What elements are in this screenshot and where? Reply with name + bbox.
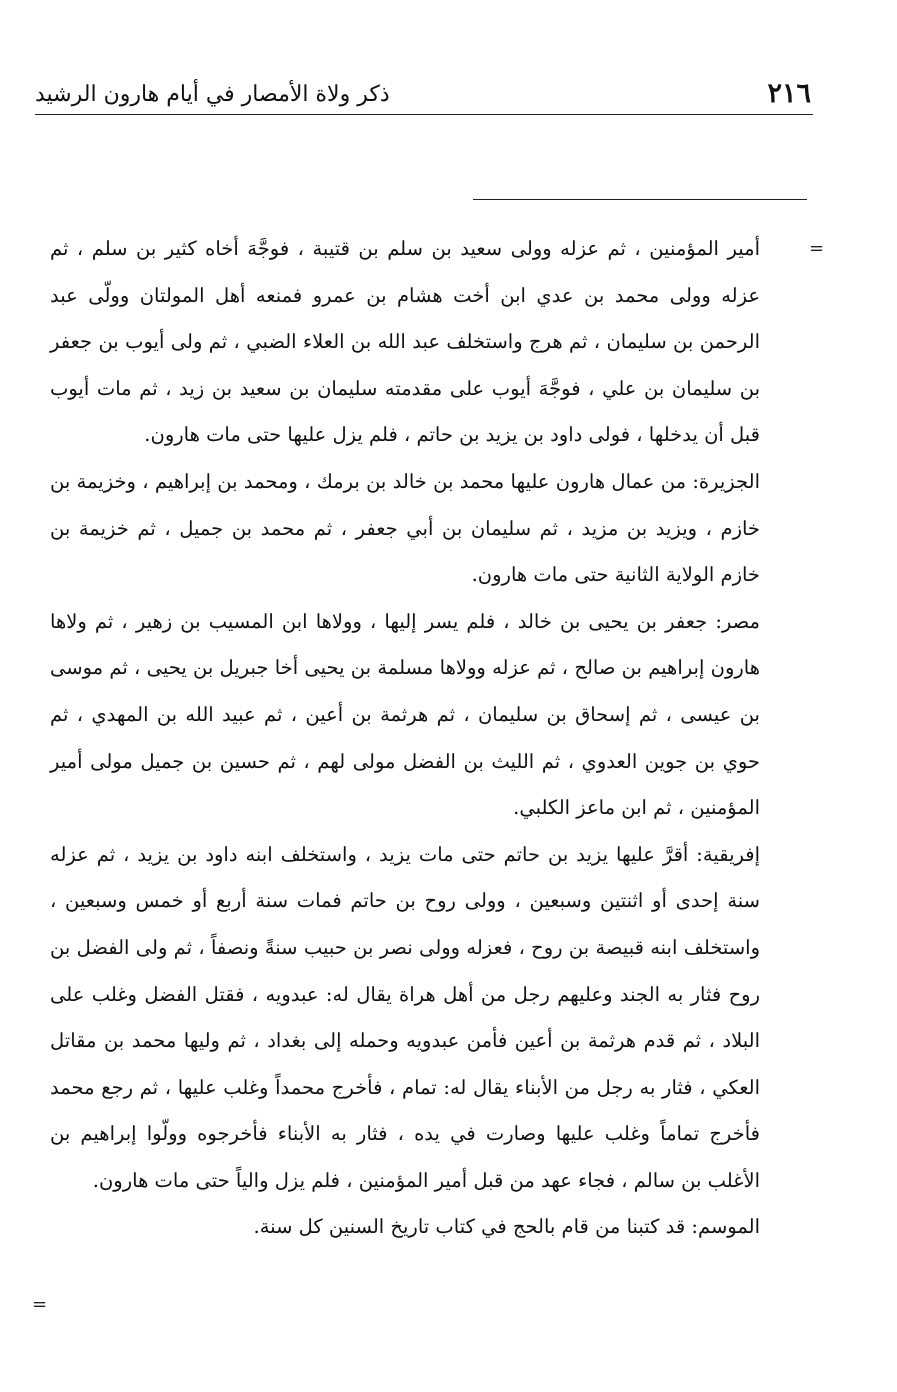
paragraph-jazira [50, 459, 760, 599]
paragraph-text: أمير المؤمنين ، ثم عزله وولى سعيد بن سلم بن قتيبة ، فوجَّهَ أخاه كثير بن سلم ، ثم عزله وولى محمد بن عدي ابن أخت هشام بن عمرو فمنعه أهل المولتان وولّى عبد الرحمن بن سليمان ، ثم هرج واستخلف عبد الله بن العلاء الضبي ، ثم ولى أيوب بن جعفر بن سليمان بن علي ، فوجَّهَ أيوب على مقدمته سليمان بن سعيد بن زيد ، ثم مات أيوب قبل أن يدخلها ، فولى داود بن يزيد بن حاتم ، فلم يزل عليها حتى مات هارون. [50, 237, 760, 447]
continuation-mark-bottom: = [32, 1294, 48, 1315]
continuation-mark-top: = [809, 238, 825, 259]
paragraph-mawsim [50, 1204, 760, 1251]
section-rule [473, 199, 807, 200]
running-header [35, 78, 813, 115]
region-label: إفريقية: [696, 842, 760, 866]
page-body [50, 226, 760, 1251]
paragraph-sind [50, 226, 760, 459]
running-title: ذكر ولاة الأمصار في أيام هارون الرشيد [35, 82, 390, 107]
paragraph-text: من عمال هارون عليها محمد بن خالد بن برمك ، ومحمد بن إبراهيم ، وخزيمة بن خازم ، ويزيد بن مزيد ، ثم سليمان بن أبي جعفر ، ثم محمد بن جميل ، ثم خزيمة بن خازم الولاية الثانية حتى مات هارون. [50, 469, 760, 587]
region-label: الموسم: [691, 1215, 760, 1239]
paragraph-misr [50, 599, 760, 832]
region-label: الجزيرة: [692, 469, 760, 493]
paragraph-ifriqiya [50, 832, 760, 1205]
page-number: ٢١٦ [767, 78, 811, 109]
paragraph-text: قد كتبنا من قام بالحج في كتاب تاريخ السنين كل سنة. [253, 1215, 692, 1239]
paragraph-text: أقرَّ عليها يزيد بن حاتم حتى مات يزيد ، واستخلف ابنه داود بن يزيد ، ثم عزله سنة إحدى أو اثنتين وسبعين ، وولى روح بن حاتم فمات سنة أربع أو خمس وسبعين ، واستخلف ابنه قبيصة بن روح ، فعزله وولى نصر بن حبيب سنةً ونصفاً ، ثم ولى الفضل بن روح فثار به الجند وعليهم رجل من أهل هراة يقال له: عبدويه ، فقتل الفضل وغلب على البلاد ، ثم قدم هرثمة بن أعين فأمن عبدويه وحمله إلى بغداد ، ثم وليها محمد بن مقاتل العكي ، فثار به رجل من الأبناء يقال له: تمام ، فأخرج محمداً وغلب عليها ، ثم رجع محمد فأخرج تماماً وغلب عليها وصارت في يده ، فثار به الأبناء فأخرجوه وولّوا إبراهيم بن الأغلب بن سالم ، فجاء عهد من قبل أمير المؤمنين ، فلم يزل والياً حتى مات هارون. [50, 842, 760, 1192]
paragraph-text: جعفر بن يحيى بن خالد ، فلم يسر إليها ، وولاها ابن المسيب بن زهير ، ثم ولاها هارون إبراهيم بن صالح ، ثم عزله وولاها مسلمة بن يحيى أخا جبريل بن يحيى ، ثم موسى بن عيسى ، ثم إسحاق بن سليمان ، ثم هرثمة بن أعين ، ثم عبيد الله بن المهدي ، ثم حوي بن جوين العدوي ، ثم الليث بن الفضل مولى لهم ، ثم حسين بن جميل مولى أمير المؤمنين ، ثم ابن ماعز الكلبي. [50, 609, 760, 820]
region-label: مصر: [715, 609, 760, 633]
